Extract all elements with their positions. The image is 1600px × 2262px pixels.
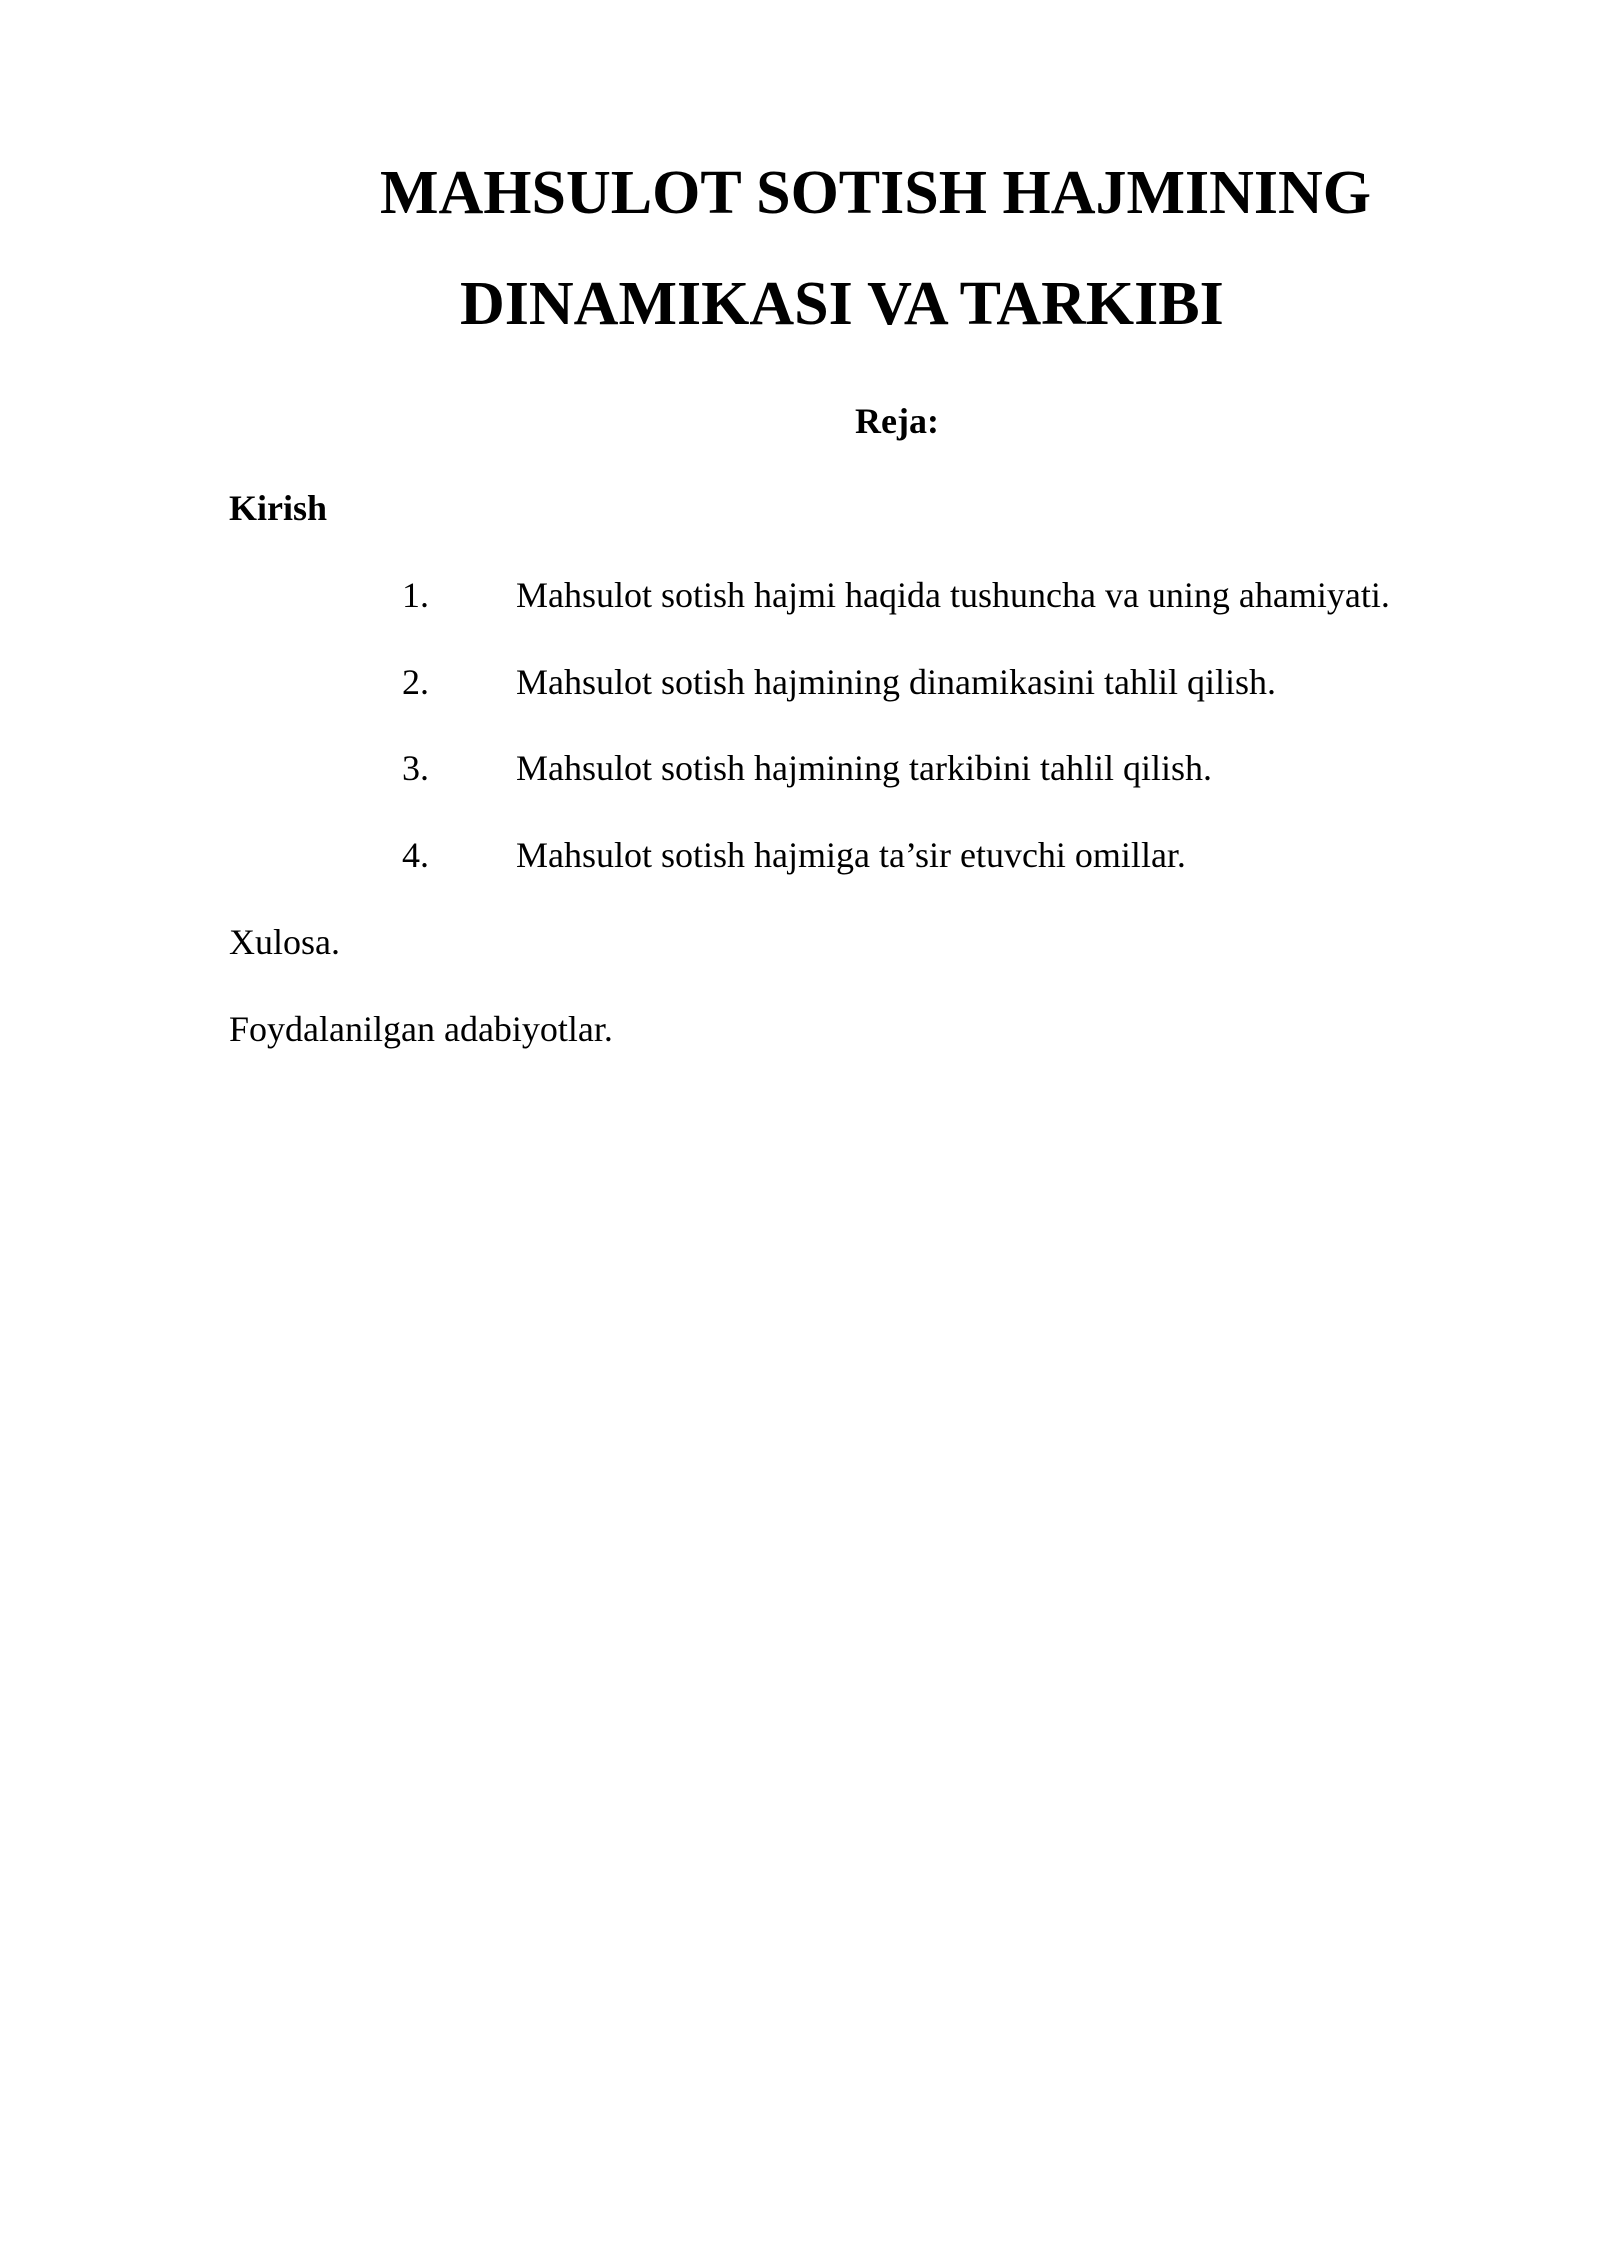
plan-item-number: 2. xyxy=(402,662,429,702)
plan-heading: Reja: xyxy=(855,401,939,441)
plan-item xyxy=(0,577,1600,627)
plan-item xyxy=(0,750,1600,800)
references-item: Foydalanilgan adabiyotlar. xyxy=(229,1009,613,1049)
plan-item-text: Mahsulot sotish hajmiga ta’sir etuvchi omillar. xyxy=(516,835,1186,875)
document-title-line-1: MAHSULOT SOTISH HAJMINING xyxy=(380,159,1372,227)
document-title-line-2: DINAMIKASI VA TARKIBI xyxy=(460,270,1224,338)
intro-heading: Kirish xyxy=(229,488,328,528)
plan-item-number: 3. xyxy=(402,748,429,788)
conclusion-item: Xulosa. xyxy=(229,922,340,962)
plan-item xyxy=(0,837,1600,887)
plan-item-number: 1. xyxy=(402,575,429,615)
plan-item-number: 4. xyxy=(402,835,429,875)
plan-item-text: Mahsulot sotish hajmining dinamikasini tahlil qilish. xyxy=(516,662,1276,702)
plan-item-text: Mahsulot sotish hajmining tarkibini tahlil qilish. xyxy=(516,748,1212,788)
plan-item-text: Mahsulot sotish hajmi haqida tushuncha va uning ahamiyati. xyxy=(516,575,1390,615)
plan-item xyxy=(0,664,1600,714)
